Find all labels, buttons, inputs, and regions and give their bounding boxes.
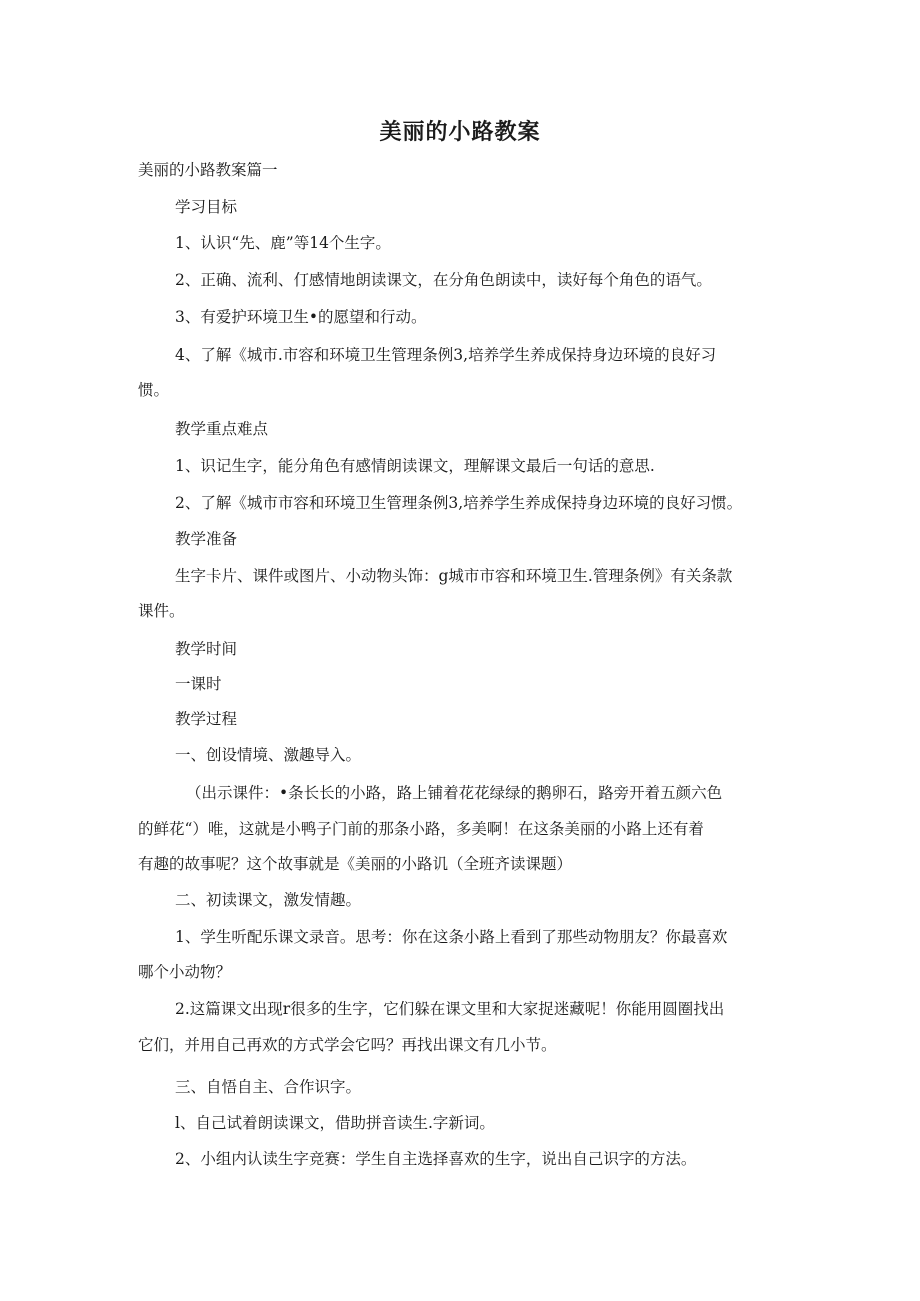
step-1-line-1: （出示课件：•条长长的小路，路上铺着花花绿绿的鹅卵石，路旁开着五颜六色 [186, 784, 723, 802]
process-heading: 教学过程 [175, 710, 238, 728]
key-point-2: 2、了解《城市市容和环境卫生管理条例3,培养学生养成保持身边环境的良好习惯。 [175, 494, 743, 512]
step-2-item-1-line-1: 1、学生听配乐课文录音。思考：你在这条小路上看到了那些动物朋友？你最喜欢 [175, 928, 728, 946]
section-title: 美丽的小路教案篇一 [138, 161, 278, 179]
step-2-heading: 二、初读课文，激发情趣。 [175, 891, 362, 909]
objective-1: 1、认识“先、鹿”等14个生字。 [175, 234, 391, 252]
objectives-heading: 学习目标 [175, 198, 238, 216]
page-title: 美丽的小路教案 [379, 120, 541, 145]
objective-2: 2、正确、流利、仃感情地朗读课文，在分角色朗读中，读好每个角色的语气。 [175, 271, 712, 289]
step-3-heading: 三、自悟自主、合作识字。 [175, 1078, 362, 1096]
step-1-line-2: 的鲜花“）唯，这就是小鸭子门前的那条小路，多美啊！在这条美丽的小路上还有着 [138, 820, 704, 838]
step-2-item-1-line-2: 哪个小动物？ [138, 963, 232, 981]
prep-line-2: 课件。 [138, 602, 185, 620]
step-2-item-2-line-2: 它们，并用自己再欢的方式学会它吗？再找出课文有几小节。 [138, 1036, 557, 1054]
step-3-item-1: l、自己试着朗读课文，借助拼音读生.字新词。 [175, 1114, 495, 1132]
time-value: 一课时 [175, 675, 222, 693]
objective-4-line-1: 4、了解《城市.市容和环境卫生管理条例3,培养学生养成保持身边环境的良好习 [175, 346, 717, 364]
step-1-line-3: 有趣的故事呢？这个故事就是《美丽的小路讥（全班齐读课题） [138, 855, 573, 873]
objective-4-line-2: 惯。 [138, 381, 170, 399]
prep-line-1: 生字卡片、课件或图片、小动物头饰：g城市市容和环境卫生.管理条例》有关条款 [175, 567, 733, 585]
objective-3: 3、有爱护环境卫生•的愿望和行动。 [175, 308, 427, 326]
step-3-item-2: 2、小组内认读生字竞赛：学生自主选择喜欢的生字，说出自己识字的方法。 [175, 1150, 697, 1168]
key-points-heading: 教学重点难点 [175, 420, 269, 438]
time-heading: 教学时间 [175, 640, 238, 658]
step-1-heading: 一、创设情境、激趣导入。 [175, 746, 362, 764]
step-2-item-2-line-1: 2.这篇课文出现r很多的生字，它们躲在课文里和大家捉迷藏呢！你能用圆圈找出 [175, 1000, 725, 1018]
key-point-1: 1、识记生字，能分角色有感情朗读课文，理解课文最后一句话的意思. [175, 457, 655, 475]
prep-heading: 教学准备 [175, 530, 238, 548]
